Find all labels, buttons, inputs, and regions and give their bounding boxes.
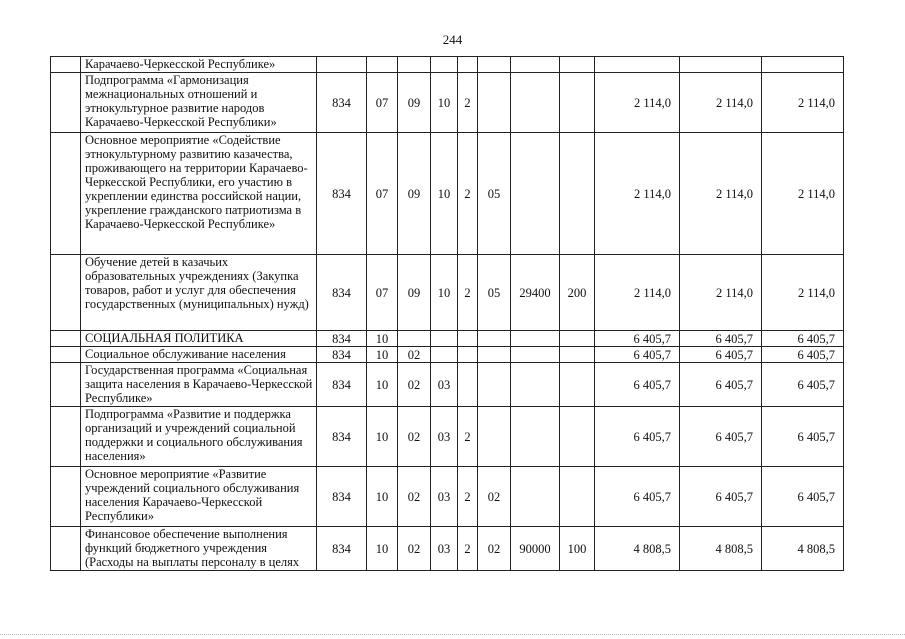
row-number-cell	[51, 527, 81, 571]
code-cell-c8	[560, 363, 595, 407]
code-cell-c2	[367, 57, 398, 73]
code-cell-c5: 2	[458, 467, 478, 527]
code-cell-c8	[560, 467, 595, 527]
amount-cell-v2: 2 114,0	[680, 73, 762, 133]
code-cell-c7	[511, 363, 560, 407]
code-cell-c3: 02	[398, 347, 431, 363]
code-cell-c4	[431, 57, 458, 73]
code-cell-c8: 200	[560, 255, 595, 331]
row-name-cell: Карачаево-Черкесской Республике»	[81, 57, 317, 73]
code-cell-c4: 10	[431, 255, 458, 331]
code-cell-c5: 2	[458, 73, 478, 133]
code-cell-c3: 02	[398, 407, 431, 467]
code-cell-c4: 10	[431, 133, 458, 255]
amount-cell-v3: 2 114,0	[762, 133, 844, 255]
code-cell-c2: 07	[367, 73, 398, 133]
code-cell-c8	[560, 133, 595, 255]
table-row	[51, 363, 844, 407]
code-cell-c6	[478, 73, 511, 133]
amount-cell-v3: 2 114,0	[762, 73, 844, 133]
scan-edge-line	[0, 634, 905, 635]
code-cell-c5	[458, 57, 478, 73]
amount-cell-v1: 6 405,7	[595, 331, 680, 347]
row-name-cell: СОЦИАЛЬНАЯ ПОЛИТИКА	[81, 331, 317, 347]
code-cell-c3	[398, 331, 431, 347]
code-cell-c3	[398, 57, 431, 73]
code-cell-c6	[478, 331, 511, 347]
amount-cell-v2: 2 114,0	[680, 133, 762, 255]
code-cell-c4: 03	[431, 407, 458, 467]
amount-cell-v2: 6 405,7	[680, 467, 762, 527]
code-cell-c6	[478, 347, 511, 363]
row-number-cell	[51, 331, 81, 347]
code-cell-c2: 07	[367, 133, 398, 255]
code-cell-c7	[511, 347, 560, 363]
code-cell-c2: 10	[367, 527, 398, 571]
code-cell-c7	[511, 407, 560, 467]
row-name-cell: Обучение детей в казачьих образовательных учреждениях (Закупка товаров, работ и услуг для обеспечения государственных (муниципальных) нужд)	[81, 255, 317, 331]
code-cell-c3: 02	[398, 527, 431, 571]
code-cell-c6	[478, 363, 511, 407]
amount-cell-v1	[595, 57, 680, 73]
amount-cell-v2: 2 114,0	[680, 255, 762, 331]
code-cell-c4: 10	[431, 73, 458, 133]
code-cell-c8: 100	[560, 527, 595, 571]
code-cell-c7	[511, 331, 560, 347]
amount-cell-v3: 6 405,7	[762, 331, 844, 347]
budget-table	[50, 56, 844, 571]
amount-cell-v1: 6 405,7	[595, 467, 680, 527]
row-number-cell	[51, 57, 81, 73]
code-cell-c4: 03	[431, 527, 458, 571]
code-cell-c8	[560, 331, 595, 347]
code-cell-c1	[317, 57, 367, 73]
code-cell-c7: 29400	[511, 255, 560, 331]
table-row	[51, 467, 844, 527]
code-cell-c4	[431, 347, 458, 363]
code-cell-c4	[431, 331, 458, 347]
code-cell-c5	[458, 363, 478, 407]
amount-cell-v1: 6 405,7	[595, 363, 680, 407]
code-cell-c3: 09	[398, 255, 431, 331]
code-cell-c6	[478, 407, 511, 467]
row-number-cell	[51, 255, 81, 331]
code-cell-c2: 10	[367, 467, 398, 527]
amount-cell-v2: 4 808,5	[680, 527, 762, 571]
amount-cell-v2: 6 405,7	[680, 347, 762, 363]
code-cell-c5	[458, 347, 478, 363]
table-row	[51, 347, 844, 363]
amount-cell-v2: 6 405,7	[680, 331, 762, 347]
amount-cell-v3: 2 114,0	[762, 255, 844, 331]
amount-cell-v3: 6 405,7	[762, 363, 844, 407]
amount-cell-v3: 6 405,7	[762, 407, 844, 467]
amount-cell-v1: 6 405,7	[595, 347, 680, 363]
code-cell-c1: 834	[317, 73, 367, 133]
row-name-cell: Государственная программа «Социальная защита населения в Карачаево-Черкесской Республике»	[81, 363, 317, 407]
amount-cell-v1: 4 808,5	[595, 527, 680, 571]
code-cell-c4: 03	[431, 363, 458, 407]
amount-cell-v2: 6 405,7	[680, 407, 762, 467]
amount-cell-v3: 4 808,5	[762, 527, 844, 571]
amount-cell-v3: 6 405,7	[762, 467, 844, 527]
code-cell-c1: 834	[317, 133, 367, 255]
table-row	[51, 133, 844, 255]
code-cell-c1: 834	[317, 467, 367, 527]
code-cell-c7	[511, 57, 560, 73]
code-cell-c5: 2	[458, 407, 478, 467]
code-cell-c2: 10	[367, 347, 398, 363]
code-cell-c7	[511, 73, 560, 133]
code-cell-c3: 02	[398, 467, 431, 527]
code-cell-c7	[511, 467, 560, 527]
amount-cell-v2	[680, 57, 762, 73]
code-cell-c3: 02	[398, 363, 431, 407]
code-cell-c6: 05	[478, 133, 511, 255]
row-name-cell: Основное мероприятие «Содействие этнокультурному развитию казачества, проживающего на территории Карачаево-Черкесской Республики, его участию в укреплении единства российской нации, укрепление гражданского патриотизма в Карачаево-Черкесской Республике»	[81, 133, 317, 255]
code-cell-c1: 834	[317, 527, 367, 571]
code-cell-c2: 10	[367, 407, 398, 467]
code-cell-c1: 834	[317, 331, 367, 347]
row-number-cell	[51, 73, 81, 133]
row-number-cell	[51, 467, 81, 527]
amount-cell-v1: 6 405,7	[595, 407, 680, 467]
code-cell-c6: 02	[478, 527, 511, 571]
amount-cell-v1: 2 114,0	[595, 73, 680, 133]
code-cell-c5: 2	[458, 255, 478, 331]
code-cell-c8	[560, 57, 595, 73]
table-row	[51, 73, 844, 133]
amount-cell-v1: 2 114,0	[595, 133, 680, 255]
code-cell-c6: 02	[478, 467, 511, 527]
row-name-cell: Основное мероприятие «Развитие учреждений социального обслуживания населения Карачаево-Черкесской Республики»	[81, 467, 317, 527]
amount-cell-v3	[762, 57, 844, 73]
code-cell-c3: 09	[398, 133, 431, 255]
code-cell-c8	[560, 407, 595, 467]
row-number-cell	[51, 407, 81, 467]
table-row	[51, 527, 844, 571]
code-cell-c8	[560, 347, 595, 363]
code-cell-c5: 2	[458, 133, 478, 255]
code-cell-c7: 90000	[511, 527, 560, 571]
row-number-cell	[51, 133, 81, 255]
code-cell-c1: 834	[317, 347, 367, 363]
row-name-cell: Подпрограмма «Гармонизация межнациональных отношений и этнокультурное развитие народов Карачаево-Черкесской Республики»	[81, 73, 317, 133]
code-cell-c1: 834	[317, 363, 367, 407]
page-number: 244	[442, 32, 463, 47]
code-cell-c7	[511, 133, 560, 255]
table-row	[51, 407, 844, 467]
code-cell-c1: 834	[317, 255, 367, 331]
code-cell-c8	[560, 73, 595, 133]
code-cell-c4: 03	[431, 467, 458, 527]
code-cell-c5	[458, 331, 478, 347]
code-cell-c1: 834	[317, 407, 367, 467]
code-cell-c2: 10	[367, 331, 398, 347]
row-number-cell	[51, 347, 81, 363]
code-cell-c5: 2	[458, 527, 478, 571]
code-cell-c3: 09	[398, 73, 431, 133]
amount-cell-v3: 6 405,7	[762, 347, 844, 363]
row-name-cell: Подпрограмма «Развитие и поддержка организаций и учреждений социальной поддержки и социального обслуживания населения»	[81, 407, 317, 467]
row-number-cell	[51, 363, 81, 407]
table-row	[51, 255, 844, 331]
row-name-cell: Социальное обслуживание населения	[81, 347, 317, 363]
amount-cell-v1: 2 114,0	[595, 255, 680, 331]
code-cell-c6: 05	[478, 255, 511, 331]
table-row	[51, 331, 844, 347]
row-name-cell: Финансовое обеспечение выполнения функций бюджетного учреждения (Расходы на выплаты персоналу в целях	[81, 527, 317, 571]
code-cell-c6	[478, 57, 511, 73]
amount-cell-v2: 6 405,7	[680, 363, 762, 407]
code-cell-c2: 07	[367, 255, 398, 331]
code-cell-c2: 10	[367, 363, 398, 407]
table-row	[51, 57, 844, 73]
